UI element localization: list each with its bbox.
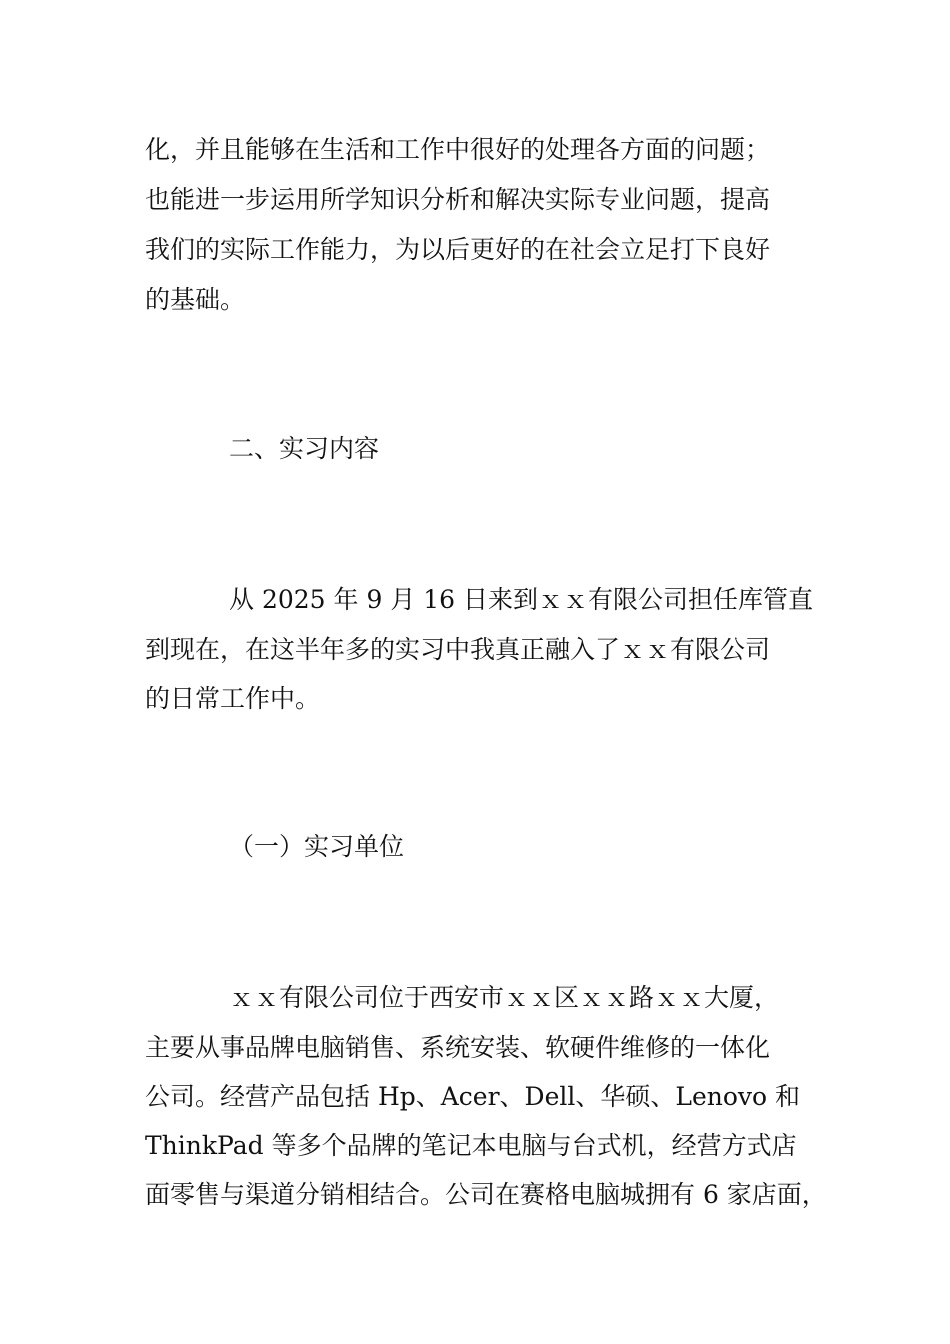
paragraph-company-line-4: ThinkPad 等多个品牌的笔记本电脑与台式机，经营方式店 <box>145 1131 797 1160</box>
paragraph-company-line-1: ｘｘ有限公司位于西安市ｘｘ区ｘｘ路ｘｘ大厦， <box>229 983 780 1012</box>
paragraph-duration-line-3: 的日常工作中。 <box>145 684 321 713</box>
subsection-heading: （一）实习单位 <box>229 832 405 861</box>
paragraph-intro-line-3: 我们的实际工作能力，为以后更好的在社会立足打下良好 <box>145 235 771 264</box>
paragraph-intro-line-4: 的基础。 <box>145 285 246 314</box>
paragraph-company-line-3: 公司。经营产品包括 Hp、Acer、Dell、华硕、Lenovo 和 <box>145 1082 801 1111</box>
paragraph-duration-line-1: 从 2025 年 9 月 16 日来到ｘｘ有限公司担任库管直 <box>229 585 814 614</box>
paragraph-company-line-2: 主要从事品牌电脑销售、系统安装、软硬件维修的一体化 <box>145 1033 771 1062</box>
section-heading: 二、实习内容 <box>229 434 380 463</box>
paragraph-intro-line-1: 化，并且能够在生活和工作中很好的处理各方面的问题； <box>145 135 771 164</box>
paragraph-intro-line-2: 也能进一步运用所学知识分析和解决实际专业问题，提高 <box>145 185 771 214</box>
paragraph-duration-line-2: 到现在，在这半年多的实习中我真正融入了ｘｘ有限公司 <box>145 635 771 664</box>
paragraph-company-line-5: 面零售与渠道分销相结合。公司在赛格电脑城拥有 6 家店面， <box>145 1180 827 1209</box>
